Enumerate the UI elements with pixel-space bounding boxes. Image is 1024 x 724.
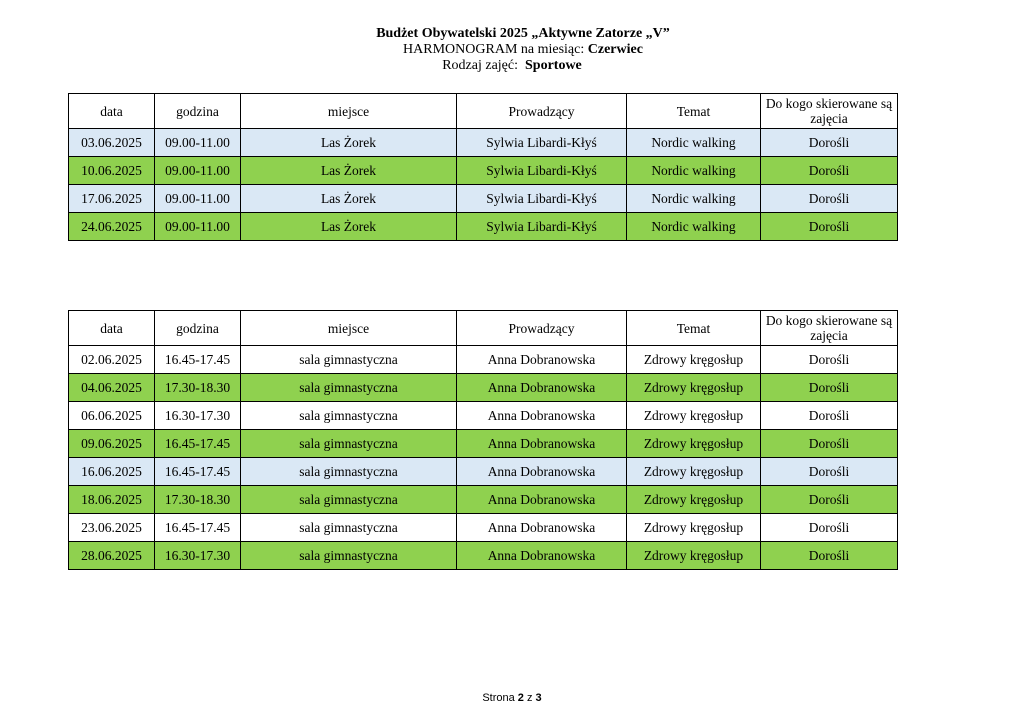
- cell-audience: Dorośli: [761, 542, 898, 570]
- table-row: [69, 185, 898, 213]
- cell-audience: Dorośli: [761, 157, 898, 185]
- table-row: [69, 374, 898, 402]
- column-header-instructor: Prowadzący: [457, 311, 627, 346]
- cell-topic: Zdrowy kręgosłup: [627, 430, 761, 458]
- cell-time: 16.45-17.45: [155, 458, 241, 486]
- document-title: Budżet Obywatelski 2025 „Aktywne Zatorze „V”: [376, 26, 670, 41]
- table-header-row: [69, 94, 898, 129]
- cell-date: 28.06.2025: [69, 542, 155, 570]
- table-row: [69, 486, 898, 514]
- cell-date: 02.06.2025: [69, 346, 155, 374]
- cell-topic: Zdrowy kręgosłup: [627, 514, 761, 542]
- cell-audience: Dorośli: [761, 458, 898, 486]
- cell-instructor: Sylwia Libardi-Kłyś: [457, 185, 627, 213]
- cell-date: 10.06.2025: [69, 157, 155, 185]
- cell-topic: Nordic walking: [627, 213, 761, 241]
- schedule-table-healthy-spine: [68, 310, 898, 570]
- cell-date: 23.06.2025: [69, 514, 155, 542]
- cell-place: sala gimnastyczna: [241, 430, 457, 458]
- column-header-time: godzina: [155, 311, 241, 346]
- cell-time: 16.30-17.30: [155, 542, 241, 570]
- column-header-topic: Temat: [627, 94, 761, 129]
- schedule-table-nordic-walking: [68, 93, 898, 241]
- cell-time: 09.00-11.00: [155, 157, 241, 185]
- document-header: [0, 26, 1024, 74]
- column-header-audience: Do kogo skierowane są zajęcia: [761, 94, 898, 129]
- cell-time: 09.00-11.00: [155, 213, 241, 241]
- column-header-time: godzina: [155, 94, 241, 129]
- activity-type-value: Sportowe: [525, 58, 582, 73]
- cell-date: 03.06.2025: [69, 129, 155, 157]
- cell-time: 16.30-17.30: [155, 402, 241, 430]
- cell-instructor: Anna Dobranowska: [457, 458, 627, 486]
- cell-place: sala gimnastyczna: [241, 402, 457, 430]
- page-separator: z: [526, 692, 533, 704]
- table-header-row: [69, 311, 898, 346]
- cell-topic: Nordic walking: [627, 185, 761, 213]
- cell-time: 16.45-17.45: [155, 346, 241, 374]
- cell-audience: Dorośli: [761, 185, 898, 213]
- cell-place: Las Żorek: [241, 185, 457, 213]
- column-header-place: miejsce: [241, 94, 457, 129]
- cell-audience: Dorośli: [761, 346, 898, 374]
- column-header-date: data: [69, 311, 155, 346]
- page-footer: [0, 692, 1024, 704]
- cell-place: Las Żorek: [241, 129, 457, 157]
- column-header-audience: Do kogo skierowane są zajęcia: [761, 311, 898, 346]
- cell-topic: Zdrowy kręgosłup: [627, 402, 761, 430]
- cell-instructor: Anna Dobranowska: [457, 542, 627, 570]
- cell-instructor: Anna Dobranowska: [457, 402, 627, 430]
- cell-date: 06.06.2025: [69, 402, 155, 430]
- cell-place: sala gimnastyczna: [241, 514, 457, 542]
- cell-date: 04.06.2025: [69, 374, 155, 402]
- cell-topic: Nordic walking: [627, 129, 761, 157]
- cell-topic: Zdrowy kręgosłup: [627, 486, 761, 514]
- cell-place: sala gimnastyczna: [241, 542, 457, 570]
- cell-topic: Zdrowy kręgosłup: [627, 458, 761, 486]
- cell-date: 09.06.2025: [69, 430, 155, 458]
- table-row: [69, 129, 898, 157]
- cell-time: 09.00-11.00: [155, 129, 241, 157]
- page-number: 2: [517, 692, 524, 704]
- cell-date: 16.06.2025: [69, 458, 155, 486]
- table-row: [69, 346, 898, 374]
- schedule-month-line: [0, 42, 1024, 58]
- cell-instructor: Anna Dobranowska: [457, 346, 627, 374]
- cell-topic: Zdrowy kręgosłup: [627, 374, 761, 402]
- cell-time: 16.45-17.45: [155, 514, 241, 542]
- cell-place: sala gimnastyczna: [241, 458, 457, 486]
- cell-instructor: Sylwia Libardi-Kłyś: [457, 213, 627, 241]
- cell-topic: Nordic walking: [627, 157, 761, 185]
- cell-place: Las Żorek: [241, 157, 457, 185]
- cell-instructor: Anna Dobranowska: [457, 374, 627, 402]
- table-row: [69, 402, 898, 430]
- cell-date: 24.06.2025: [69, 213, 155, 241]
- cell-audience: Dorośli: [761, 402, 898, 430]
- cell-instructor: Sylwia Libardi-Kłyś: [457, 129, 627, 157]
- cell-instructor: Sylwia Libardi-Kłyś: [457, 157, 627, 185]
- page-total: 3: [535, 692, 542, 704]
- cell-topic: Zdrowy kręgosłup: [627, 346, 761, 374]
- cell-audience: Dorośli: [761, 129, 898, 157]
- cell-place: sala gimnastyczna: [241, 486, 457, 514]
- cell-date: 17.06.2025: [69, 185, 155, 213]
- activity-type-label: Rodzaj zajęć:: [442, 58, 518, 73]
- table-row: [69, 458, 898, 486]
- cell-instructor: Anna Dobranowska: [457, 430, 627, 458]
- activity-type-line: [0, 58, 1024, 74]
- column-header-instructor: Prowadzący: [457, 94, 627, 129]
- month-value: Czerwiec: [587, 42, 643, 57]
- cell-audience: Dorośli: [761, 374, 898, 402]
- column-header-topic: Temat: [627, 311, 761, 346]
- cell-audience: Dorośli: [761, 430, 898, 458]
- cell-instructor: Anna Dobranowska: [457, 514, 627, 542]
- cell-time: 16.45-17.45: [155, 430, 241, 458]
- cell-date: 18.06.2025: [69, 486, 155, 514]
- table-row: [69, 430, 898, 458]
- cell-audience: Dorośli: [761, 486, 898, 514]
- cell-place: sala gimnastyczna: [241, 374, 457, 402]
- table-row: [69, 542, 898, 570]
- table-row: [69, 213, 898, 241]
- month-label: HARMONOGRAM na miesiąc:: [403, 42, 585, 57]
- column-header-place: miejsce: [241, 311, 457, 346]
- table-row: [69, 514, 898, 542]
- cell-time: 17.30-18.30: [155, 486, 241, 514]
- table-row: [69, 157, 898, 185]
- cell-time: 09.00-11.00: [155, 185, 241, 213]
- cell-place: sala gimnastyczna: [241, 346, 457, 374]
- column-header-date: data: [69, 94, 155, 129]
- cell-place: Las Żorek: [241, 213, 457, 241]
- cell-audience: Dorośli: [761, 514, 898, 542]
- cell-audience: Dorośli: [761, 213, 898, 241]
- cell-time: 17.30-18.30: [155, 374, 241, 402]
- page-label: Strona: [482, 692, 515, 704]
- cell-instructor: Anna Dobranowska: [457, 486, 627, 514]
- cell-topic: Zdrowy kręgosłup: [627, 542, 761, 570]
